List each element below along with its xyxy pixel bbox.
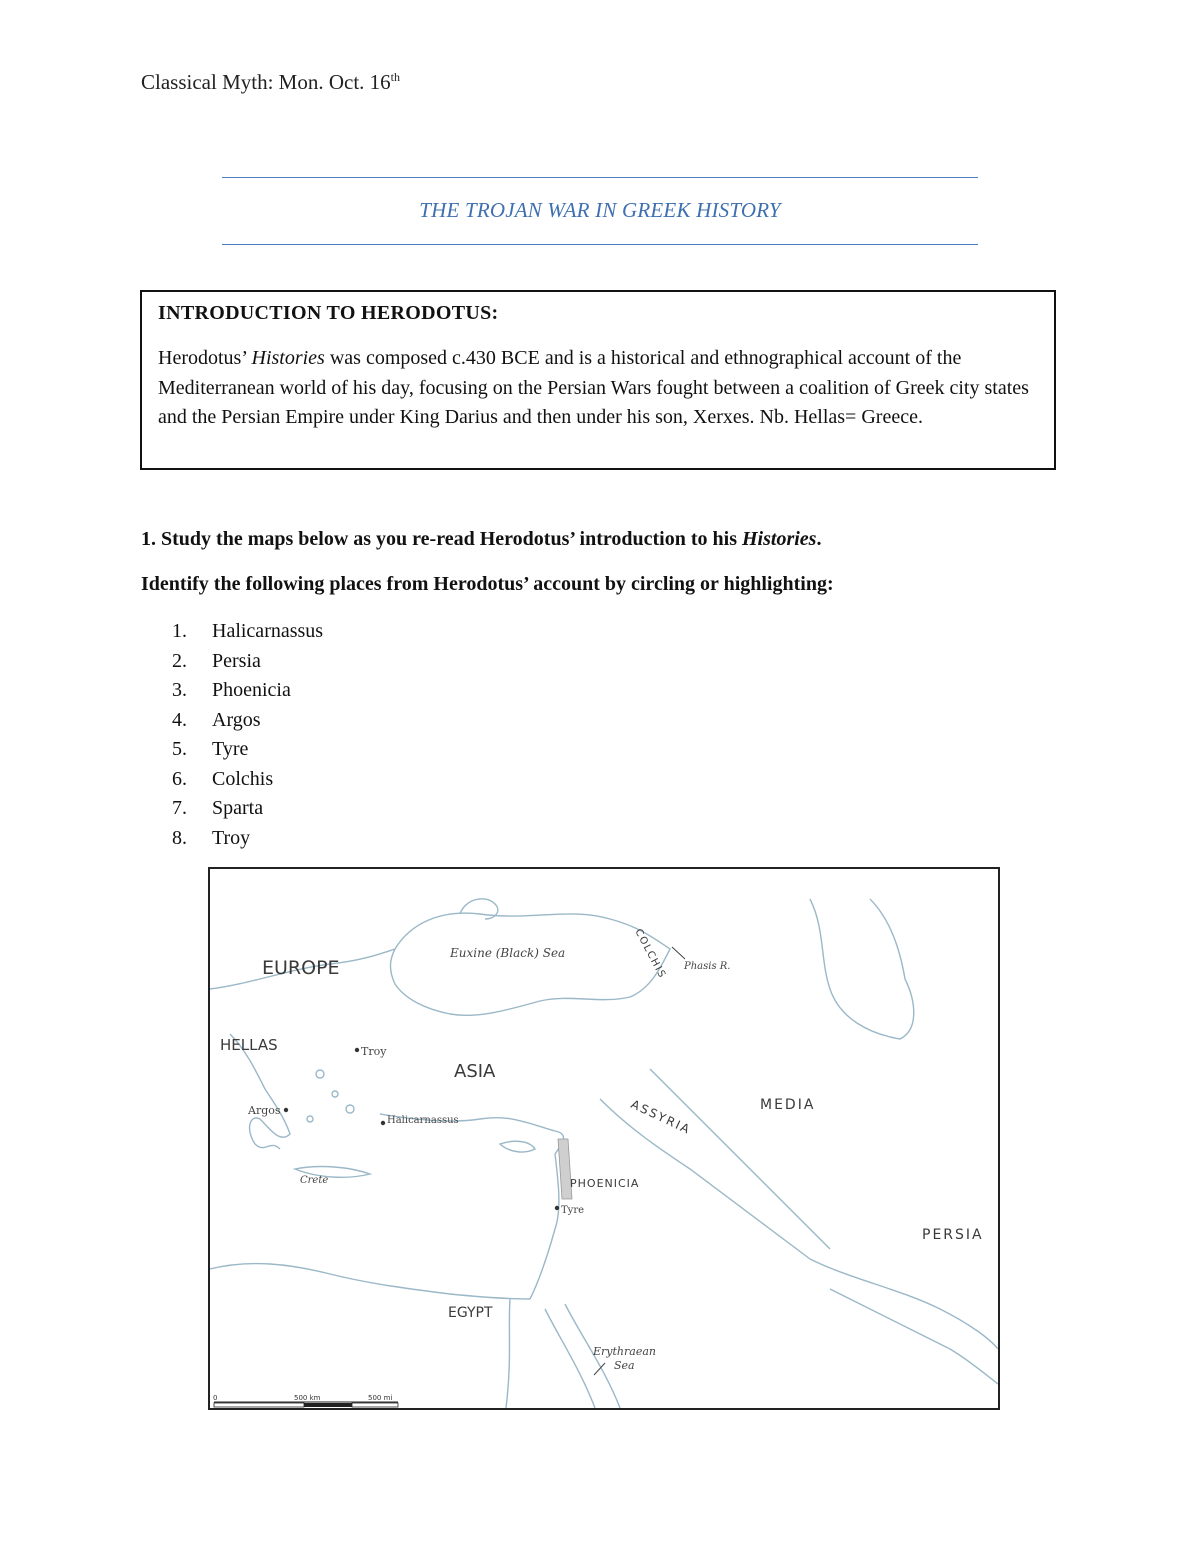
map-label-egypt: EGYPT [448,1305,493,1321]
aegean-island [346,1105,354,1113]
list-item [172,824,323,854]
intro-body-italic: Histories [251,347,325,369]
map-label-tyre: Tyre [561,1205,585,1216]
introduction-box [140,290,1056,470]
intro-body [158,344,1048,433]
phoenicia-hatch [558,1139,572,1199]
persian-gulf-coast [810,1259,998,1349]
places-list [172,617,323,853]
map-label-phoenicia: PHOENICIA [570,1177,640,1190]
scale-bar [213,1394,398,1407]
black-sea-coast [390,913,670,1015]
cyprus-coast [500,1141,535,1152]
intro-body-post: was composed c.430 BCE and is a historical and ethnographical account of the Mediterranean world of his day, focusing on the Persian Wars fought between a coalition of Greek city states and the Persian Empire under King Darius and then under his son, Xerxes. Nb. Hellas= Greece. [158,347,1029,428]
list-item-label: Troy [212,826,251,849]
aegean-island [307,1116,313,1122]
header-text: Classical Myth: Mon. Oct. 16 [141,70,391,94]
list-item [172,676,323,706]
question-1-post: . [816,528,822,550]
scale-km: 500 km [294,1394,321,1402]
map-label-phasis: Phasis R. [684,961,731,972]
scale-segment-dark [304,1403,352,1407]
list-item [172,794,323,824]
tigris-river [650,1069,830,1249]
list-item-label: Colchis [212,767,274,790]
scale-mi: 500 mi [368,1394,393,1402]
list-item [172,647,323,677]
scale-segment-light [214,1403,304,1407]
list-item-label: Tyre [212,738,249,760]
argos-marker [284,1108,288,1112]
tyre-marker [555,1206,559,1210]
scale-segment-light-2 [352,1403,398,1407]
red-sea-coast [545,1309,595,1408]
intro-heading: INTRODUCTION TO HERODOTUS: [158,302,499,324]
troy-marker [355,1048,359,1052]
list-item-number: 6. [172,767,187,790]
question-1-pre: 1. Study the maps below as you re-read Herodotus’ introduction to his [141,528,742,550]
persian-gulf-coast-2 [830,1289,998,1384]
nile-river [506,1299,510,1408]
question-1 [141,528,821,551]
crimea-coast [460,899,498,919]
map-svg [210,869,998,1408]
map-label-argos: Argos [248,1104,281,1117]
map-label-asia: ASIA [454,1061,496,1082]
intro-body-pre: Herodotus’ [158,347,252,369]
list-item-label: Phoenicia [212,679,291,701]
map-label-crete: Crete [300,1175,329,1186]
map-label-troy: Troy [361,1045,387,1058]
header-superscript: th [390,70,400,84]
map-label-euxine-sea: Euxine (Black) Sea [450,946,566,960]
list-item [172,617,323,647]
caspian-coast [810,899,914,1039]
map-label-halicarnassus: Halicarnassus [387,1115,459,1126]
list-item-label: Persia [212,649,261,672]
title-rule-bottom [222,244,978,245]
document-title: THE TROJAN WAR IN GREEK HISTORY [419,198,781,222]
list-item [172,706,323,736]
page-header [141,70,400,95]
list-item [172,735,323,765]
list-item-label: Halicarnassus [212,620,324,642]
list-item-number: 3. [172,679,187,701]
list-item-number: 8. [172,826,187,849]
phasis-pointer [672,947,685,959]
list-item-label: Sparta [212,797,264,819]
levant-coast [530,1154,559,1299]
question-2: Identify the following places from Herodotus’ account by circling or highlighting: [141,573,834,595]
map-label-colchis: COLCHIS [632,927,668,981]
scale-zero: 0 [213,1394,218,1402]
title-rule-top [222,177,978,178]
question-1-italic: Histories [742,528,817,550]
map-label-erythraean-sea: Sea [614,1359,635,1372]
aegean-island [332,1091,338,1097]
list-item-label: Argos [212,708,261,731]
list-item-number: 4. [172,708,187,731]
map-label-assyria: ASSYRIA [628,1097,694,1138]
list-item-number: 7. [172,797,187,819]
list-item [172,765,323,795]
list-item-number: 5. [172,738,187,760]
map-label-erythraean: Erythraean [593,1345,656,1358]
list-item-number: 1. [172,620,187,642]
map-label-europe: EUROPE [262,957,340,979]
map-label-hellas: HELLAS [220,1036,278,1054]
north-africa-coast [210,1264,530,1299]
list-item-number: 2. [172,649,187,672]
map-label-media: MEDIA [760,1097,816,1113]
aegean-island [316,1070,324,1078]
halicarnassus-marker [381,1121,385,1125]
ancient-world-map [208,867,1000,1410]
map-label-persia: PERSIA [922,1227,984,1243]
